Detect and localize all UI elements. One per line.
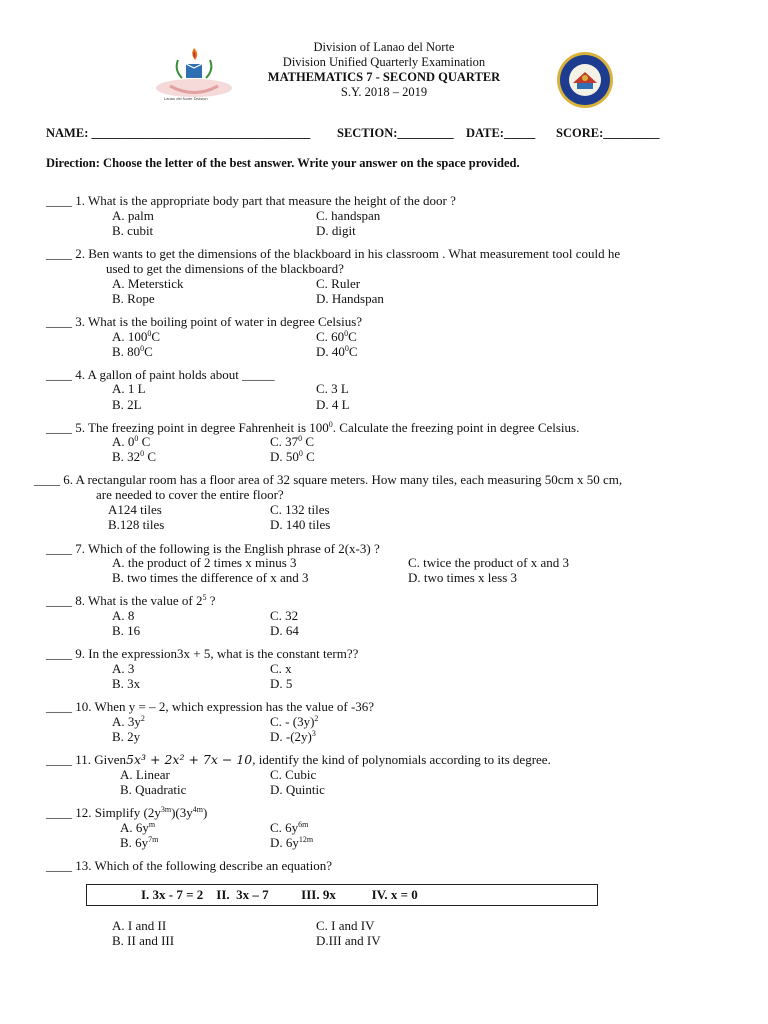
option-d: D. $40^0C$ xyxy=(316,344,358,359)
header-subject: MATHEMATICS 7 - SECOND QUARTER xyxy=(267,70,501,84)
question-13 xyxy=(46,858,332,874)
answer-blank[interactable]: ____ xyxy=(46,420,72,435)
answer-blank[interactable]: ____ xyxy=(46,314,72,329)
question-2 xyxy=(46,246,620,262)
question-12 xyxy=(46,805,207,821)
option-d: D. 4 L xyxy=(316,397,350,412)
option-b: B. cubit xyxy=(112,223,154,238)
option-c: C. twice the product of x and 3 xyxy=(408,555,570,570)
option-d: D. Handspan xyxy=(316,291,384,306)
answer-blank[interactable]: ____ xyxy=(34,472,60,487)
answer-blank[interactable]: ____ xyxy=(46,805,72,820)
answer-blank[interactable]: ____ xyxy=(46,646,72,661)
option-d: D. 5 xyxy=(270,676,293,691)
header-exam: Division Unified Quarterly Examination xyxy=(282,55,486,69)
option-b: B. $80^0C$ xyxy=(112,344,153,359)
polynomial-expression: 5x³ + 2x² + 7x − 10 xyxy=(126,752,253,767)
question-4 xyxy=(46,367,275,383)
option-c: C. 3 L xyxy=(316,381,349,396)
question-text: 9. In the expression3x + 5, what is the constant term?? xyxy=(75,646,359,661)
question-text: 8. What is the value of $2^5$ ? xyxy=(75,593,216,608)
question-11 xyxy=(46,752,551,768)
option-a: A. 3 xyxy=(112,661,135,676)
question-8 xyxy=(46,593,215,609)
option-b: B.128 tiles xyxy=(108,517,165,532)
option-a: A. $3y^2$ xyxy=(112,714,145,729)
option-a: A. 8 xyxy=(112,608,135,623)
question-1 xyxy=(46,193,456,209)
option-d: D. Quintic xyxy=(270,782,325,797)
option-d: D. digit xyxy=(316,223,356,238)
question-text: 4. A gallon of paint holds about _____ xyxy=(75,367,275,382)
deped-seal xyxy=(555,50,615,110)
option-d: D. two times x less 3 xyxy=(408,570,518,585)
direction: Direction: Choose the letter of the best answer. Write your answer on the space provided. xyxy=(46,156,520,170)
header-division: Division of Lanao del Norte xyxy=(313,40,455,54)
equation-choices: I. 3x - 7 = 2 II. 3x – 7 III. 9x IV. x = 0 xyxy=(141,887,418,902)
answer-blank[interactable]: ____ xyxy=(46,541,72,556)
option-a: A. palm xyxy=(112,208,154,223)
option-c: C. 32 xyxy=(270,608,299,623)
option-d: D. 140 tiles xyxy=(270,517,331,532)
name-field[interactable]: NAME: ___________________________________ xyxy=(46,126,311,140)
option-c: C. I and IV xyxy=(316,918,375,933)
option-b: B. $6y^{7m}$ xyxy=(120,835,159,850)
option-a: A. $100^0C$ xyxy=(112,329,161,344)
option-d: D. $6y^{12m}$ xyxy=(270,835,314,850)
option-a: A. Meterstick xyxy=(112,276,184,291)
question-9 xyxy=(46,646,358,662)
question-text: 3. What is the boiling point of water in degree Celsius? xyxy=(75,314,363,329)
question-text-cont: are needed to cover the entire floor? xyxy=(96,487,284,502)
option-a: A. the product of 2 times x minus 3 xyxy=(112,555,297,570)
option-a: A. Linear xyxy=(120,767,170,782)
question-text: 1. What is the appropriate body part that measure the height of the door ? xyxy=(75,193,456,208)
option-a: A. 1 L xyxy=(112,381,146,396)
option-b: B. 16 xyxy=(112,623,141,638)
option-a: A. I and II xyxy=(112,918,167,933)
option-b: B. two times the difference of x and 3 xyxy=(112,570,309,585)
header-school-year: S.Y. 2018 – 2019 xyxy=(340,85,428,99)
option-a: A124 tiles xyxy=(108,502,162,517)
option-c: C. x xyxy=(270,661,292,676)
question-text: 5. The freezing point in degree Fahrenheit is $100^0$. Calculate the freezing point in degree Celsius. xyxy=(75,420,580,435)
option-c: C. 132 tiles xyxy=(270,502,330,517)
score-field[interactable]: SCORE:_________ xyxy=(556,126,660,140)
question-6 xyxy=(34,472,622,488)
question-text: 7. Which of the following is the English phrase of 2(x-3) ? xyxy=(75,541,380,556)
option-c: C. Ruler xyxy=(316,276,361,291)
option-a: A. $0^0$ C xyxy=(112,434,151,449)
answer-blank[interactable]: ____ xyxy=(46,367,72,382)
option-d: D. 64 xyxy=(270,623,299,638)
question-text: 6. A rectangular room has a floor area of 32 square meters. How many tiles, each measuring 50cm x 50 cm, xyxy=(63,472,623,487)
question-text: 12. Simplify $(2y^{3m})(3y^{4m})$ xyxy=(75,805,208,820)
option-d: D.III and IV xyxy=(316,933,381,948)
question-text: 11. Given5x³ + 2x² + 7x − 10, identify the kind of polynomials according to its degree. xyxy=(75,752,551,767)
option-c: C. Cubic xyxy=(270,767,317,782)
option-b: B. Quadratic xyxy=(120,782,187,797)
answer-blank[interactable]: ____ xyxy=(46,699,72,714)
section-field[interactable]: SECTION:_________ xyxy=(337,126,454,140)
option-c: C. $6y^{6m}$ xyxy=(270,820,309,835)
option-b: B. $32^0$ C xyxy=(112,449,157,464)
option-c: C. handspan xyxy=(316,208,381,223)
question-3 xyxy=(46,314,362,330)
answer-blank[interactable]: ____ xyxy=(46,193,72,208)
question-10 xyxy=(46,699,374,715)
option-b: B. II and III xyxy=(112,933,175,948)
question-text: 2. Ben wants to get the dimensions of the blackboard in his classroom . What measurement tool could he xyxy=(75,246,621,261)
equation-choices-box xyxy=(86,884,598,906)
option-a: A. $6y^m$ xyxy=(120,820,156,835)
option-c: C. $60^0C$ xyxy=(316,329,357,344)
option-d: D. $-(2y)^3$ xyxy=(270,729,316,744)
option-b: B. 2L xyxy=(112,397,142,412)
question-text: 10. When y = – 2, which expression has the value of -36? xyxy=(75,699,375,714)
option-d: D. $50^0$ C xyxy=(270,449,315,464)
answer-blank[interactable]: ____ xyxy=(46,593,72,608)
answer-blank[interactable]: ____ xyxy=(46,246,72,261)
question-text: 13. Which of the following describe an equation? xyxy=(75,858,333,873)
answer-blank[interactable]: ____ xyxy=(46,752,72,767)
date-field[interactable]: DATE:_____ xyxy=(466,126,536,140)
division-logo xyxy=(150,44,238,104)
question-text-cont: used to get the dimensions of the blackboard? xyxy=(106,261,344,276)
option-b: B. 3x xyxy=(112,676,141,691)
answer-blank[interactable]: ____ xyxy=(46,858,72,873)
option-c: C. $37^0$ C xyxy=(270,434,315,449)
option-c: C. - $(3y)^2$ xyxy=(270,714,319,729)
left-logo-caption: Lanao del Norte Division xyxy=(164,96,208,101)
option-b: B. 2y xyxy=(112,729,141,744)
option-b: B. Rope xyxy=(112,291,155,306)
